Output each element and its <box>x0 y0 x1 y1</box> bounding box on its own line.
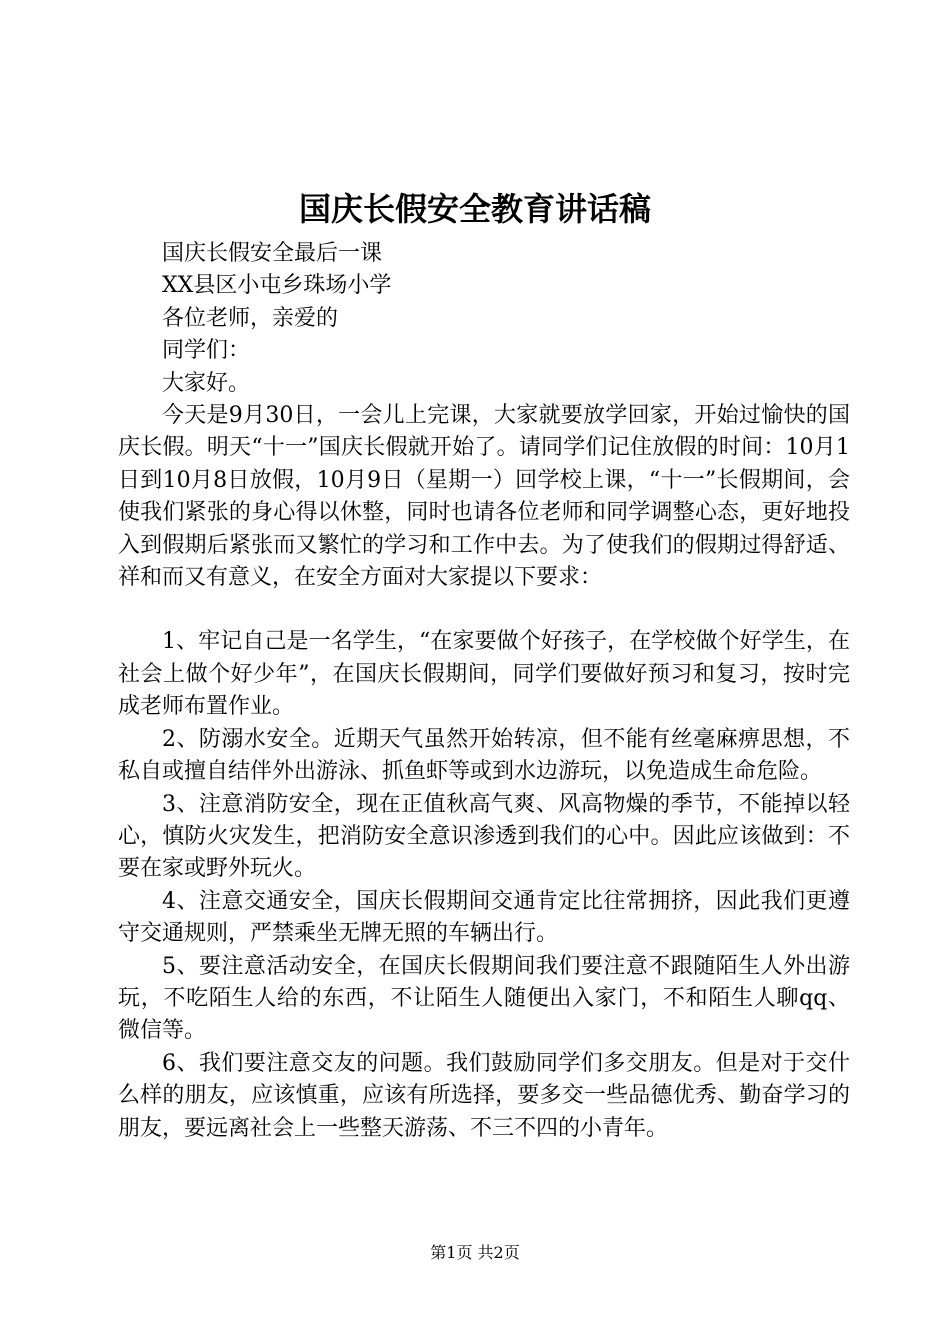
intro-paragraph: 今天是9月30日，一会儿上完课，大家就要放学回家，开始过愉快的国庆长假。明天“十一”国庆长假就开始了。请同学们记住放假的时间：10月1日到10月8日放假，10月9日（星期一）回学校上课，“十一”长假期间，会使我们紧张的身心得以休整，同时也请各位老师和同学调整心态，更好地投入到假期后紧张而又繁忙的学习和工作中去。为了使我们的假期过得舒适、祥和而又有意义，在安全方面对大家提以下要求： <box>118 403 850 591</box>
header-line-1: 国庆长假安全最后一课 <box>162 241 383 266</box>
requirement-item-6: 6、我们要注意交友的问题。我们鼓励同学们多交朋友。但是对于交什么样的朋友，应该慎重，应该有所选择，要多交一些品德优秀、勤奋学习的朋友，要远离社会上一些整天游荡、不三不四的小青年。 <box>118 1050 850 1141</box>
header-line-4: 同学们： <box>162 338 251 364</box>
paragraph-spacer <box>118 594 850 626</box>
document-body <box>118 238 850 1145</box>
header-line-2: XX县区小屯乡珠场小学 <box>162 273 392 299</box>
requirement-item-1: 1、牢记自己是一名学生，“在家要做个好孩子，在学校做个好学生，在社会上做个好少年”，在国庆长假期间，同学们要做好预习和复习，按时完成老师布置作业。 <box>118 629 850 720</box>
header-line-5: 大家好。 <box>162 370 251 396</box>
document-title: 国庆长假安全教育讲话稿 <box>298 190 651 228</box>
page-footer: 第1页 共2页 <box>430 1243 520 1262</box>
requirement-item-2: 2、防溺水安全。近期天气虽然开始转凉，但不能有丝毫麻痹思想，不私自或擅自结伴外出游泳、抓鱼虾等或到水边游玩，以免造成生命危险。 <box>118 726 850 785</box>
requirement-item-5: 5、要注意活动安全，在国庆长假期间我们要注意不跟随陌生人外出游玩，不吃陌生人给的东西，不让陌生人随便出入家门，不和陌生人聊qq、微信等。 <box>118 953 850 1044</box>
requirement-item-3: 3、注意消防安全，现在正值秋高气爽、风高物燥的季节，不能掉以轻心，慎防火灾发生，把消防安全意识渗透到我们的心中。因此应该做到：不要在家或野外玩火。 <box>118 791 850 882</box>
header-line-3: 各位老师，亲爱的 <box>162 305 339 331</box>
requirement-item-4: 4、注意交通安全，国庆长假期间交通肯定比往常拥挤，因此我们更遵守交通规则，严禁乘坐无牌无照的车辆出行。 <box>118 888 850 947</box>
